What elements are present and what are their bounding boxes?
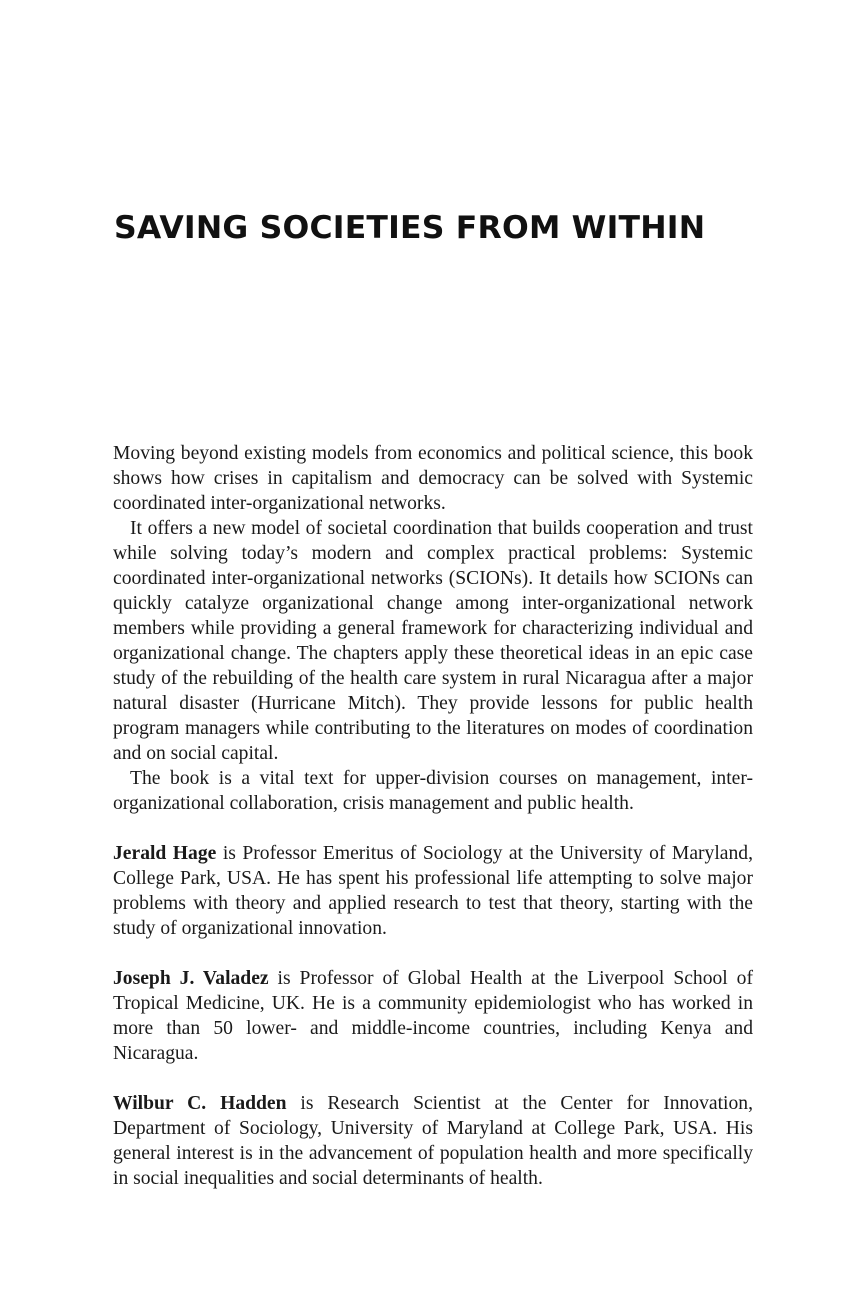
author-name: Jerald Hage (113, 843, 217, 864)
author-name: Joseph J. Valadez (113, 968, 269, 989)
author-bio-text: is Research Scientist at the Center for Innovation, Department of Sociology, University of Maryland at College Park, USA. His general interest is in the advancement of population health and more specifically in social inequalities and social determinants of health. (113, 1093, 753, 1189)
book-title: SAVING SOCIETIES FROM WITHIN (114, 210, 706, 246)
author-bio-text: is Professor of Global Health at the Liverpool School of Tropical Medicine, UK. He is a community epidemiologist who has worked in more than 50 lower- and middle-income countries, including Kenya and Nicaragua. (113, 968, 753, 1064)
book-description (113, 441, 753, 1191)
author-bio-valadez (113, 966, 753, 1066)
description-paragraph: It offers a new model of societal coordination that builds cooperation and trust while solving today’s modern and complex practical problems: Systemic coordinated inter-organizational networks (SCIONs). It details how SCIONs can quickly catalyze organizational change among inter-organizational network members while providing a general framework for characterizing individual and organizational change. The chapters apply these theoretical ideas in an epic case study of the rebuilding of the health care system in rural Nicaragua after a major natural disaster (Hurricane Mitch). They provide lessons for public health program managers while contributing to the literatures on modes of coordination and on social capital. (113, 518, 753, 764)
author-bio-hadden (113, 1091, 753, 1191)
description-paragraph: The book is a vital text for upper-division courses on management, inter-organizational collaboration, crisis management and public health. (113, 768, 753, 814)
author-bio-hage (113, 841, 753, 941)
description-paragraph: Moving beyond existing models from economics and political science, this book shows how crises in capitalism and democracy can be solved with Systemic coordinated inter-organizational networks. (113, 443, 753, 514)
author-bio-text: is Professor Emeritus of Sociology at the University of Maryland, College Park, USA. He has spent his professional life attempting to solve major problems with theory and applied research to test that theory, starting with the study of organizational innovation. (113, 843, 753, 939)
author-name: Wilbur C. Hadden (113, 1093, 287, 1114)
